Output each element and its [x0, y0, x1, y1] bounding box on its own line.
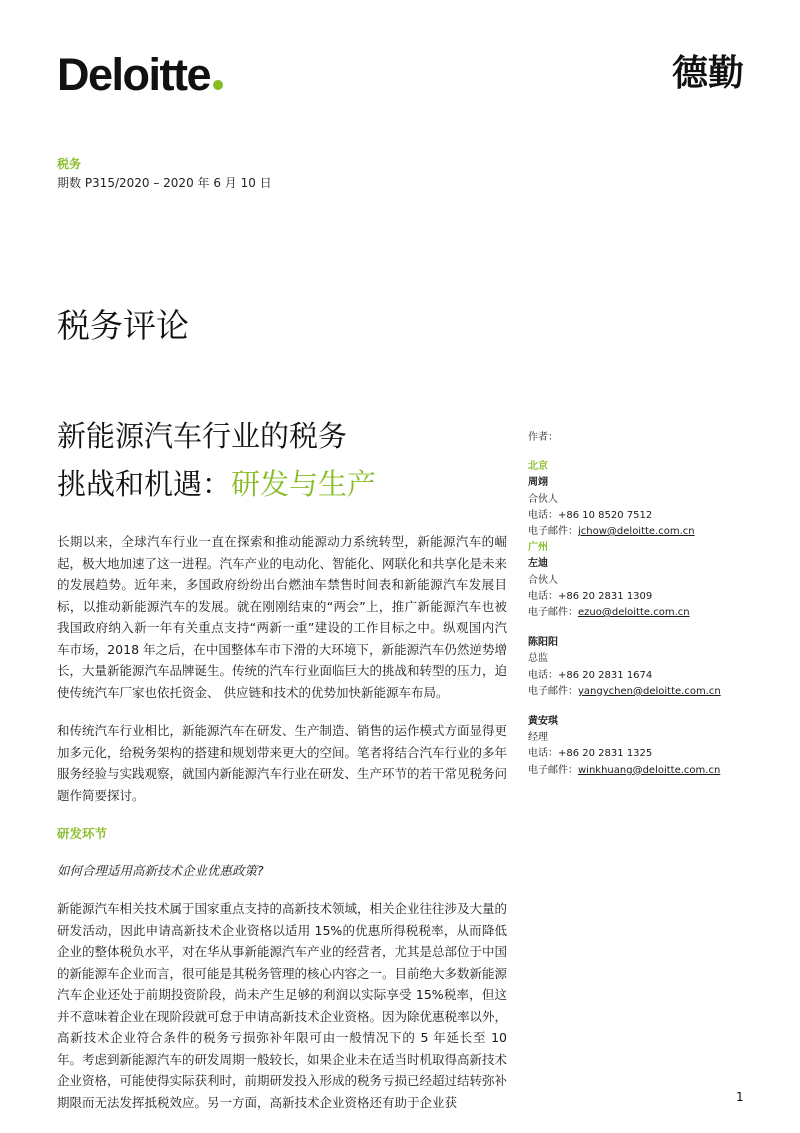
- email-label: 电子邮件：: [528, 685, 578, 697]
- author-phone: +86 20 2831 1674: [558, 669, 653, 681]
- article-title-line1: 新能源汽车行业的税务: [57, 419, 348, 453]
- city-guangzhou: 广州: [528, 542, 548, 554]
- author-email-link[interactable]: yangychen@deloitte.com.cn: [578, 685, 721, 697]
- issue-line: 期数 P315/2020 – 2020 年 6 月 10 日: [57, 176, 272, 190]
- paragraph-comparison: 和传统汽车行业相比，新能源汽车在研发、生产制造、销售的运作模式方面显得更加多元化，给税务架构的搭建和规划带来更大的空间。笔者将结合汽车行业的多年服务经验与实践观察，就国内新能源汽车行业在研发、生产环节的若干常见税务问题作简要探讨。: [57, 723, 508, 803]
- article-title: [57, 412, 376, 508]
- paragraph-intro: 长期以来，全球汽车行业一直在探索和推动能源动力系统转型，新能源汽车的崛起，极大地加速了这一进程。汽车产业的电动化、智能化、网联化和共享化是未来的发展趋势。近年来，多国政府纷纷出台燃油车禁售时间表和新能源汽车发展目标，以推动新能源汽车的发展。就在刚刚结束的“两会”上，推广新能源汽车也被我国政府纳入新一年有关重点支持“两新一重”建设的工作目标之中。纵观国内汽车市场，2018 年之后，在中国整体车市下滑的大环境下，新能源汽车仍然逆势增长，大量新能源汽车品牌诞生。传统的汽车行业面临巨大的挑战和转型的压力，迫使传统汽车厂家也依托资金、 供应链和技术的优势加快新能源车布局。: [57, 534, 508, 700]
- author-role: 合伙人: [528, 493, 558, 505]
- author-name: 陈阳阳: [528, 637, 558, 649]
- logo-text: Deloitte: [57, 49, 211, 100]
- author-phone-row: [528, 508, 758, 524]
- author-phone-row: [528, 668, 758, 684]
- author-email-row: [528, 605, 758, 621]
- deloitte-logo: [57, 49, 223, 100]
- email-label: 电子邮件：: [528, 526, 578, 538]
- page-title: 税务评论: [57, 306, 189, 345]
- author-email-link[interactable]: winkhuang@deloitte.com.cn: [578, 764, 721, 776]
- author-card: [528, 475, 758, 540]
- phone-label: 电话：: [528, 590, 558, 602]
- author-email-row: [528, 524, 758, 540]
- logo-dot-icon: [213, 80, 223, 90]
- author-name: 左迪: [528, 558, 548, 570]
- section-tag: 税务: [57, 157, 82, 171]
- author-card: [528, 635, 758, 700]
- author-phone: +86 10 8520 7512: [558, 509, 653, 521]
- author-card: [528, 556, 758, 621]
- author-role: 经理: [528, 732, 548, 744]
- author-phone: +86 20 2831 1325: [558, 748, 653, 760]
- authors-label: 作者：: [528, 432, 558, 443]
- author-role: 总监: [528, 653, 548, 665]
- email-label: 电子邮件：: [528, 764, 578, 776]
- author-name: 黄安琪: [528, 716, 558, 728]
- author-phone: +86 20 2831 1309: [558, 590, 653, 602]
- author-phone-row: [528, 589, 758, 605]
- author-role: 合伙人: [528, 574, 558, 586]
- author-phone-row: [528, 746, 758, 762]
- author-email-link[interactable]: jchow@deloitte.com.cn: [578, 526, 695, 538]
- logo-chinese: 德勤: [671, 53, 744, 94]
- author-name: 周翊: [528, 477, 548, 489]
- phone-label: 电话：: [528, 669, 558, 681]
- author-email-link[interactable]: ezuo@deloitte.com.cn: [578, 607, 690, 619]
- page-number: 1: [736, 1090, 744, 1104]
- authors-sidebar: [528, 430, 758, 779]
- section-heading-rd: 研发环节: [57, 826, 108, 841]
- paragraph-hnte: 新能源汽车相关技术属于国家重点支持的高新技术领域，相关企业往往涉及大量的研发活动，因此申请高新技术企业资格以适用 15%的优惠所得税税率，从而降低企业的整体税负水平，对在华从事新能源汽车产业的经营者，尤其是总部位于中国的新能源车企业而言，很可能是其税务管理的核心内容之一。目前绝大多数新能源汽车企业还处于前期投资阶段，尚未产生足够的利润以实际享受 15%税率，但这并不意味着企业在现阶段就可怠于申请高新技术企业资格。因为除优惠税率以外，高新技术企业符合条件的税务亏损弥补年限可由一般情况下的 5 年延长至 10 年。考虑到新能源汽车的研发周期一般较长，如果企业未在适当时机取得高新技术企业资格，可能使得实际获利时，前期研发投入形成的税务亏损已经超过结转弥补期限而无法发挥抵税效应。另一方面，高新技术企业资格还有助于企业获: [57, 901, 508, 1110]
- article-title-line2b: 研发与生产: [231, 467, 377, 501]
- city-beijing: 北京: [528, 461, 548, 473]
- author-card: [528, 714, 758, 779]
- author-email-row: [528, 763, 758, 779]
- phone-label: 电话：: [528, 509, 558, 521]
- question-heading: 如何合理适用高新技术企业优惠政策?: [57, 862, 264, 878]
- phone-label: 电话：: [528, 748, 558, 760]
- author-email-row: [528, 684, 758, 700]
- email-label: 电子邮件：: [528, 607, 578, 619]
- article-body: [57, 531, 507, 1130]
- article-title-line2a: 挑战和机遇：: [57, 467, 232, 501]
